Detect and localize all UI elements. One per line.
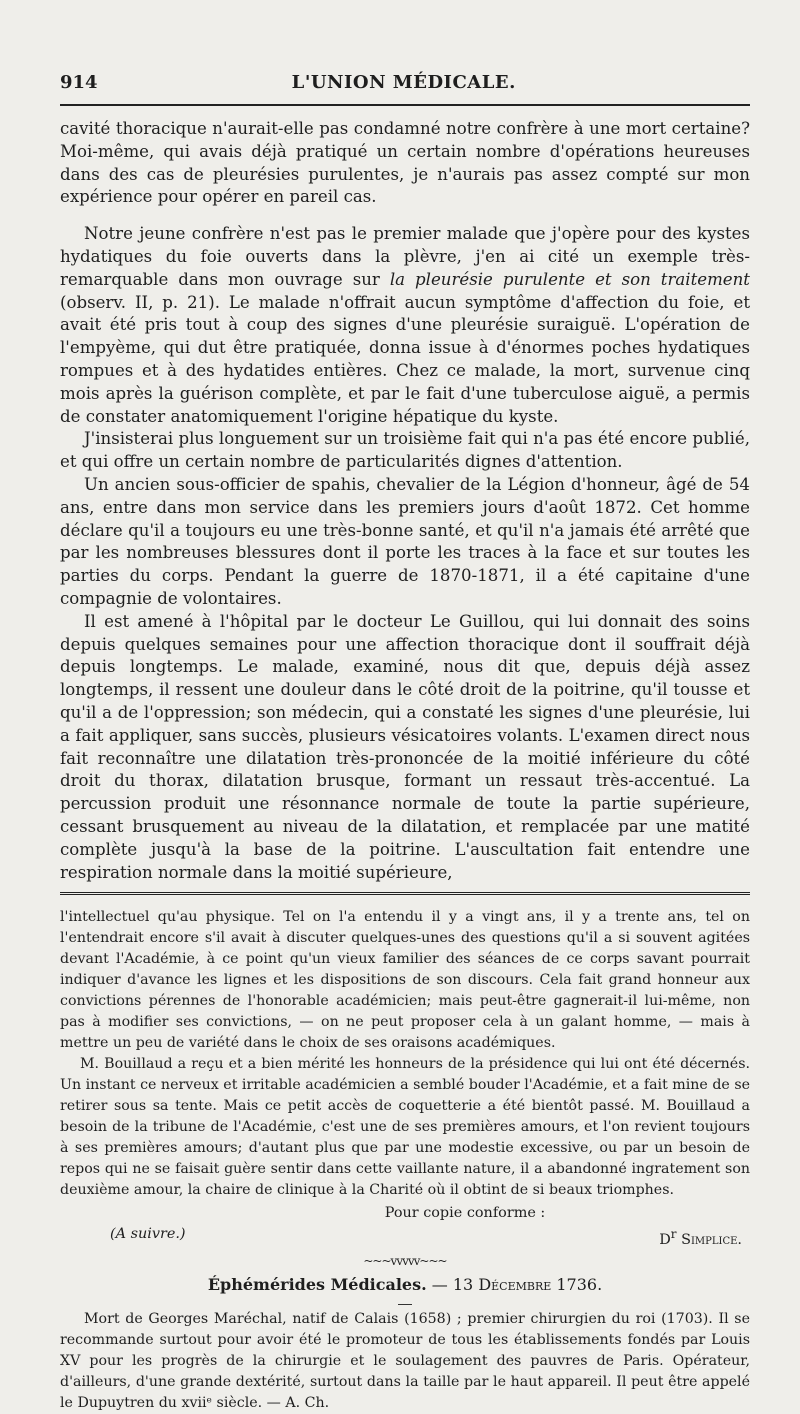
- ephemerides-section: [60, 1309, 750, 1414]
- feuilleton-separator: [60, 892, 750, 897]
- article-paragraph-1: cavité thoracique n'aurait-elle pas condamné notre confrère à une mort certaine? Moi-même, qui avais déjà pratiqué un certain nombre d'opérations heureuses dans des cas de pleurésies purulentes, je n'aurais pas assez compté sur mon expérience pour opérer en pareil cas.: [60, 119, 750, 207]
- page-number: 914: [60, 72, 98, 93]
- ephemerides-dash: — 13: [426, 1275, 479, 1295]
- feuilleton-section: [60, 907, 750, 1201]
- journal-title: L'UNION MÉDICALE.: [291, 72, 516, 93]
- book-title: la pleurésie purulente et son traitement: [389, 269, 750, 289]
- article-paragraph-2-after: (observ. II, p. 21). Le malade n'offrait aucun symptôme d'affection du foie, et avait été pris tout à coup des signes d'une pleurésie suraiguë. L'opération de l'empyème, qui dut être pratiquée, donna issue à d'énormes poches hydatiques rompues et à des hydatides entières. Chez ce malade, la mort, survenue cinq mois après la guérison complète, et par le fait d'une tuberculose aiguë, a permis de constater anatomiquement l'origine hépatique du kyste.: [60, 292, 750, 426]
- to-follow-note: (A suivre.): [110, 1226, 186, 1243]
- page-header: [60, 72, 750, 100]
- feuilleton-paragraph-1: l'intellectuel qu'au physique. Tel on l'a entendu il y a vingt ans, il y a trente ans, tel on l'entendrait encore s'il avait à discuter quelques-unes des questions qu'il a si souvent agitées devant l'Académie, à ce point qu'un vieux familier des séances de ce corps savant pourrait indiquer d'avance les lignes et les dispositions de son discours. Cela fait grand honneur aux convictions pérennes de l'honorable académicien; mais peut-être gagnerait-il lui-même, non pas à modifier ses convictions, — on ne peut proposer cela à un galant homme, — mais à mettre un peu de variété dans le choix de ses oraisons académiques.: [60, 909, 750, 1052]
- ephemerides-rule: [398, 1304, 412, 1305]
- ephemerides-date: Décembre 1736.: [478, 1275, 603, 1295]
- signature-prefix: D: [659, 1232, 671, 1249]
- signature-sup: r: [670, 1227, 677, 1242]
- article-paragraph-4: Un ancien sous-officier de spahis, chevalier de la Légion d'honneur, âgé de 54 ans, entre dans mon service dans les premiers jours d'août 1872. Cet homme déclare qu'il a toujours eu une très-bonne santé, et qu'il n'a jamais été arrêté que par les nombreuses blessures dont il porte les traces à la face et sur toutes les parties du corps. Pendant la guerre de 1870-1871, il a été capitaine d'une compagnie de volontaires.: [60, 474, 750, 608]
- article-paragraph-2-before: Notre jeune confrère n'est pas le premier malade que j'opère pour des kystes hydatiques du foie ouverts dans la plèvre, j'en ai cité un exemple très-remarquable dans mon ouvrage sur: [60, 224, 750, 289]
- ephemerides-heading: Éphémérides Médicales.: [207, 1275, 427, 1295]
- feuilleton-paragraph-2: M. Bouillaud a reçu et a bien mérité les honneurs de la présidence qui lui ont été décernés. Un instant ce nerveux et irritable académicien a semblé bouder l'Académie, et a fait mine de se retirer sous sa tente. Mais ce petit accès de coquetterie a été bientôt passé. M. Bouillaud a besoin de la tribune de l'Académie, c'est une de ses premières amours, et l'on revient toujours à ses premières amours; d'autant plus que par une modestie excessive, ou par un besoin de repos qui ne se faisait guère sentir dans cette vaillante nature, il a abandonné ingratement son deuxième amour, la chaire de clinique à la Charité où il obtint de si beaux triomphes.: [60, 1056, 750, 1199]
- signature-name: Simplice.: [681, 1232, 742, 1249]
- ephemerides-text: Mort de Georges Maréchal, natif de Calais (1658) ; premier chirurgien du roi (1703). Il se recommande surtout pour avoir été le promoteur de tous les établissements fondés par Louis XV pour les progrès de la chirurgie et le soulagement des pauvres de Paris. Opérateur, d'ailleurs, d'une grande dextérité, surtout dans la taille par le haut appareil. Il peut être appelé le Dupuytren du xviiᵉ siècle. — A. Ch.: [60, 1311, 750, 1412]
- signature: [659, 1223, 742, 1251]
- article-paragraph-2: [60, 223, 750, 428]
- signature-row: [60, 1223, 750, 1251]
- article-paragraph-3: J'insisterai plus longuement sur un troisième fait qui n'a pas été encore publié, et qui offre un certain nombre de particularités dignes d'attention.: [60, 429, 750, 472]
- main-article: [60, 118, 750, 884]
- header-rule: [60, 104, 750, 106]
- copy-conforme: Pour copie conforme :: [384, 1205, 546, 1222]
- article-paragraph-5: Il est amené à l'hôpital par le docteur Le Guillou, qui lui donnait des soins depuis quelques semaines pour une affection thoracique dont il souffrait déjà depuis longtemps. Le malade, examiné, nous dit que, depuis déjà assez longtemps, il ressent une douleur dans le côté droit de la poitrine, qu'il tousse et qu'il a de l'oppression; son médecin, qui a constaté les signes d'une pleurésie, lui a fait appliquer, sans succès, plusieurs vésicatoires volants. L'examen direct nous fait reconnaître une dilatation très-prononcée de la moitié inférieure du côté droit du thorax, dilatation brusque, formant un ressaut très-accentué. La percussion produit une résonnance normale de toute la partie supérieure, cessant brusquement au niveau de la dilatation, et remplacée par une matité complète jusqu'à la base de la poitrine. L'auscultation fait entendre une respiration normale dans la moitié supérieure,: [60, 611, 750, 882]
- ornament-divider: ~~~vvvvv~~~: [363, 1254, 447, 1269]
- ephemerides-title: [60, 1275, 750, 1294]
